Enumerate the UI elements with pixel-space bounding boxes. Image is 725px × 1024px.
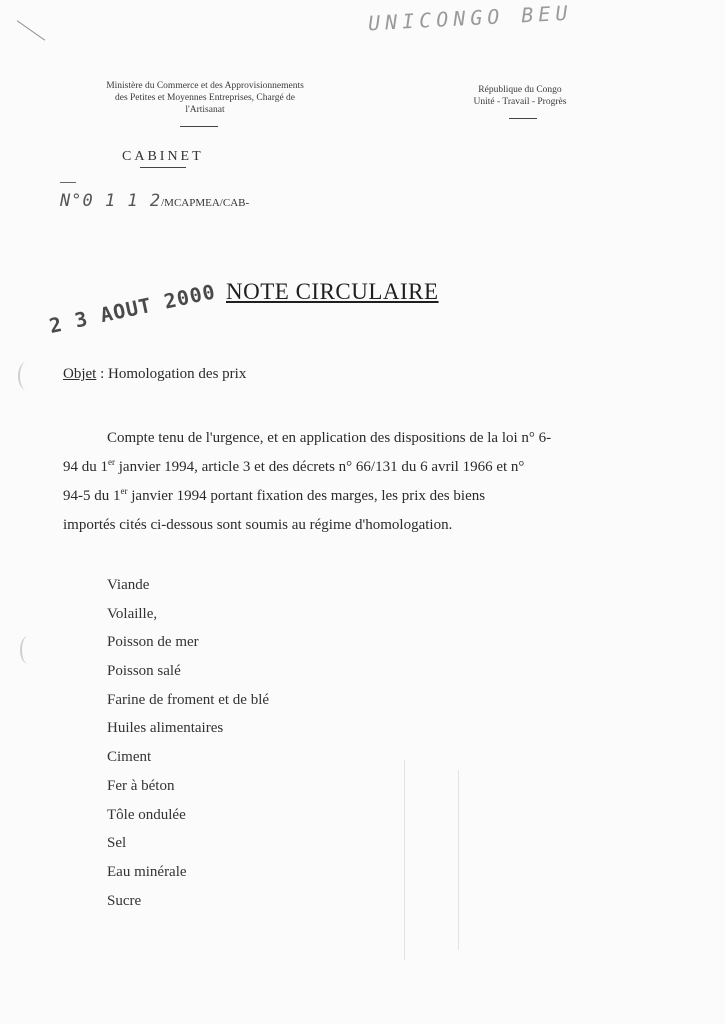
list-item: Huiles alimentaires [107,720,224,737]
list-item: Sel [107,835,127,852]
list-item: Ciment [107,749,152,766]
list-item: Sucre [107,892,142,909]
body-line: importés cités ci-dessous sont soumis au régime d'homologation. [63,517,453,533]
object-separator: : [96,366,108,382]
object-text: Homologation des prix [108,366,247,382]
body-line [63,482,631,511]
date-stamp: 2 3 AOUT 2000 [47,279,218,338]
body-line: Compte tenu de l'urgence, et en application des dispositions de la loi n° 6- [107,430,552,446]
republic-motto: Unité - Travail - Progrès [473,97,567,107]
product-list [107,571,269,915]
scan-streak [404,760,405,960]
handwritten-annotation: UNICONGO BEU [367,0,573,36]
list-item: Volaille, [107,605,158,622]
corner-scan-mark [17,20,45,40]
punch-hole-mark [20,636,36,664]
object-label: Objet [63,366,97,382]
list-item: Fer à béton [107,777,175,794]
reference-suffix: /MCAPMEA/CAB- [161,197,250,209]
superscript: er [120,486,128,496]
object-line [63,366,246,383]
list-item: Poisson salé [107,663,181,680]
republic-header [455,84,585,108]
superscript: er [108,457,115,467]
punch-hole-mark [18,362,34,390]
body-text: janvier 1994, article 3 et des décrets n° 66/131 du 6 avril 1966 et n° [115,459,525,475]
ministry-line: l'Artisanat [185,105,225,115]
body-line [63,453,631,482]
ministry-header [60,80,350,116]
reference-line [60,191,249,211]
republic-line: République du Congo [478,85,562,95]
list-item: Poisson de mer [107,634,199,651]
scan-streak [458,770,459,950]
ministry-line: des Petites et Moyennes Entreprises, Chargé de [114,93,296,103]
cabinet-heading: CABINET [122,149,204,164]
ministry-underline [180,126,218,127]
reference-number: N°0 1 1 2 [60,191,162,211]
list-item: Viande [107,577,150,593]
list-item: Eau minérale [107,863,187,880]
body-text: janvier 1994 portant fixation des marges, les prix des biens [127,488,486,504]
cabinet-underline [140,167,186,168]
ministry-line: Ministère du Commerce et des Approvisionnements [106,81,304,91]
republic-underline [509,118,537,119]
body-text: 94-5 du 1 [63,488,121,504]
list-item: Tôle ondulée [107,806,186,823]
list-item: Farine de froment et de blé [107,691,270,708]
reference-dash [60,182,76,183]
document-title: NOTE CIRCULAIRE [226,279,439,304]
body-text: 94 du 1 [63,459,108,475]
body-paragraph [63,424,631,540]
